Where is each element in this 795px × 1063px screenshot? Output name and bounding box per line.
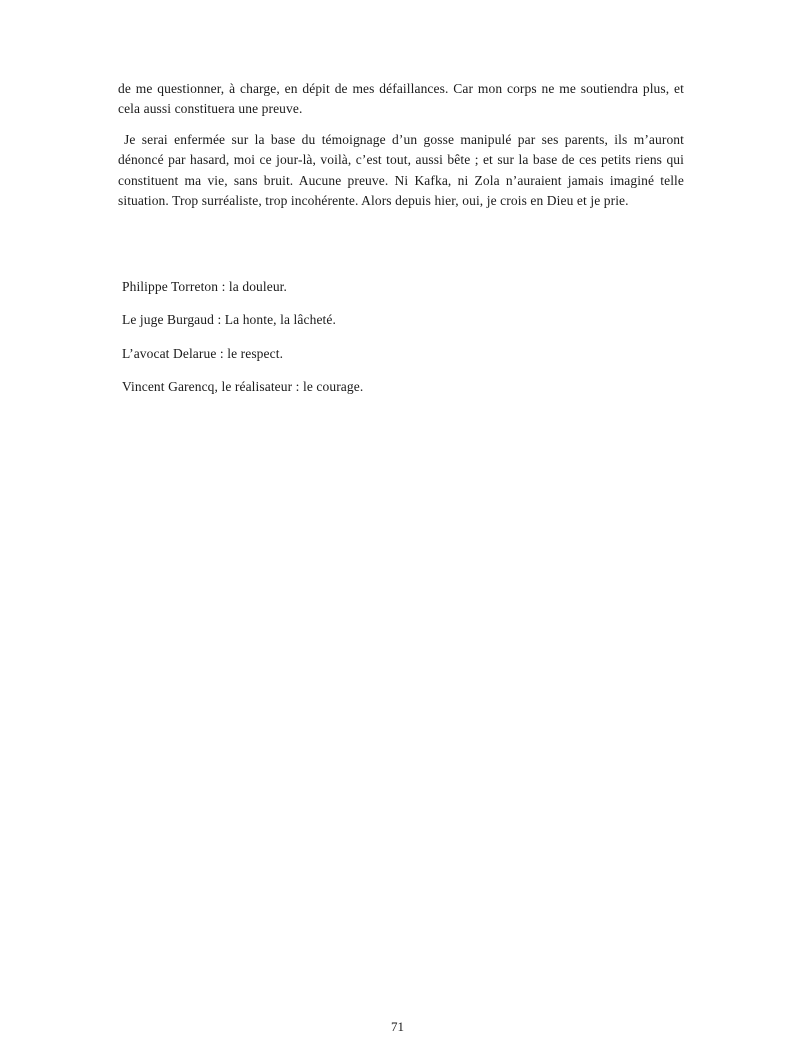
credit-line: Philippe Torreton : la douleur. xyxy=(122,279,288,294)
paragraph: de me questionner, à charge, en dépit de mes défaillances. Car mon corps ne me soutiendra plus, et cela aussi constituera une preuve. xyxy=(118,81,684,117)
credit-line: Vincent Garencq, le réalisateur : le courage. xyxy=(122,379,364,395)
paragraph: Je serai enfermée sur la base du témoignage d’un gosse manipulé par ses parents, ils m’auront dénoncé par hasard, moi ce jour-là, voilà, c’est tout, aussi bête ; et sur la base de ces petits riens qui constituent ma vie, sans bruit. Aucune preuve. Ni Kafka, ni Zola n’auraient jamais imaginé telle situation. Trop surréaliste, trop incohérente. Alors depuis hier, oui, je crois en Dieu et je prie. xyxy=(118,131,684,209)
credit-line: Le juge Burgaud : La honte, la lâcheté. xyxy=(122,312,336,328)
credits-list xyxy=(122,277,682,411)
credit-line: L’avocat Delarue : le respect. xyxy=(122,345,284,361)
page-number: 71 xyxy=(391,1019,404,1034)
body-text xyxy=(118,79,684,211)
